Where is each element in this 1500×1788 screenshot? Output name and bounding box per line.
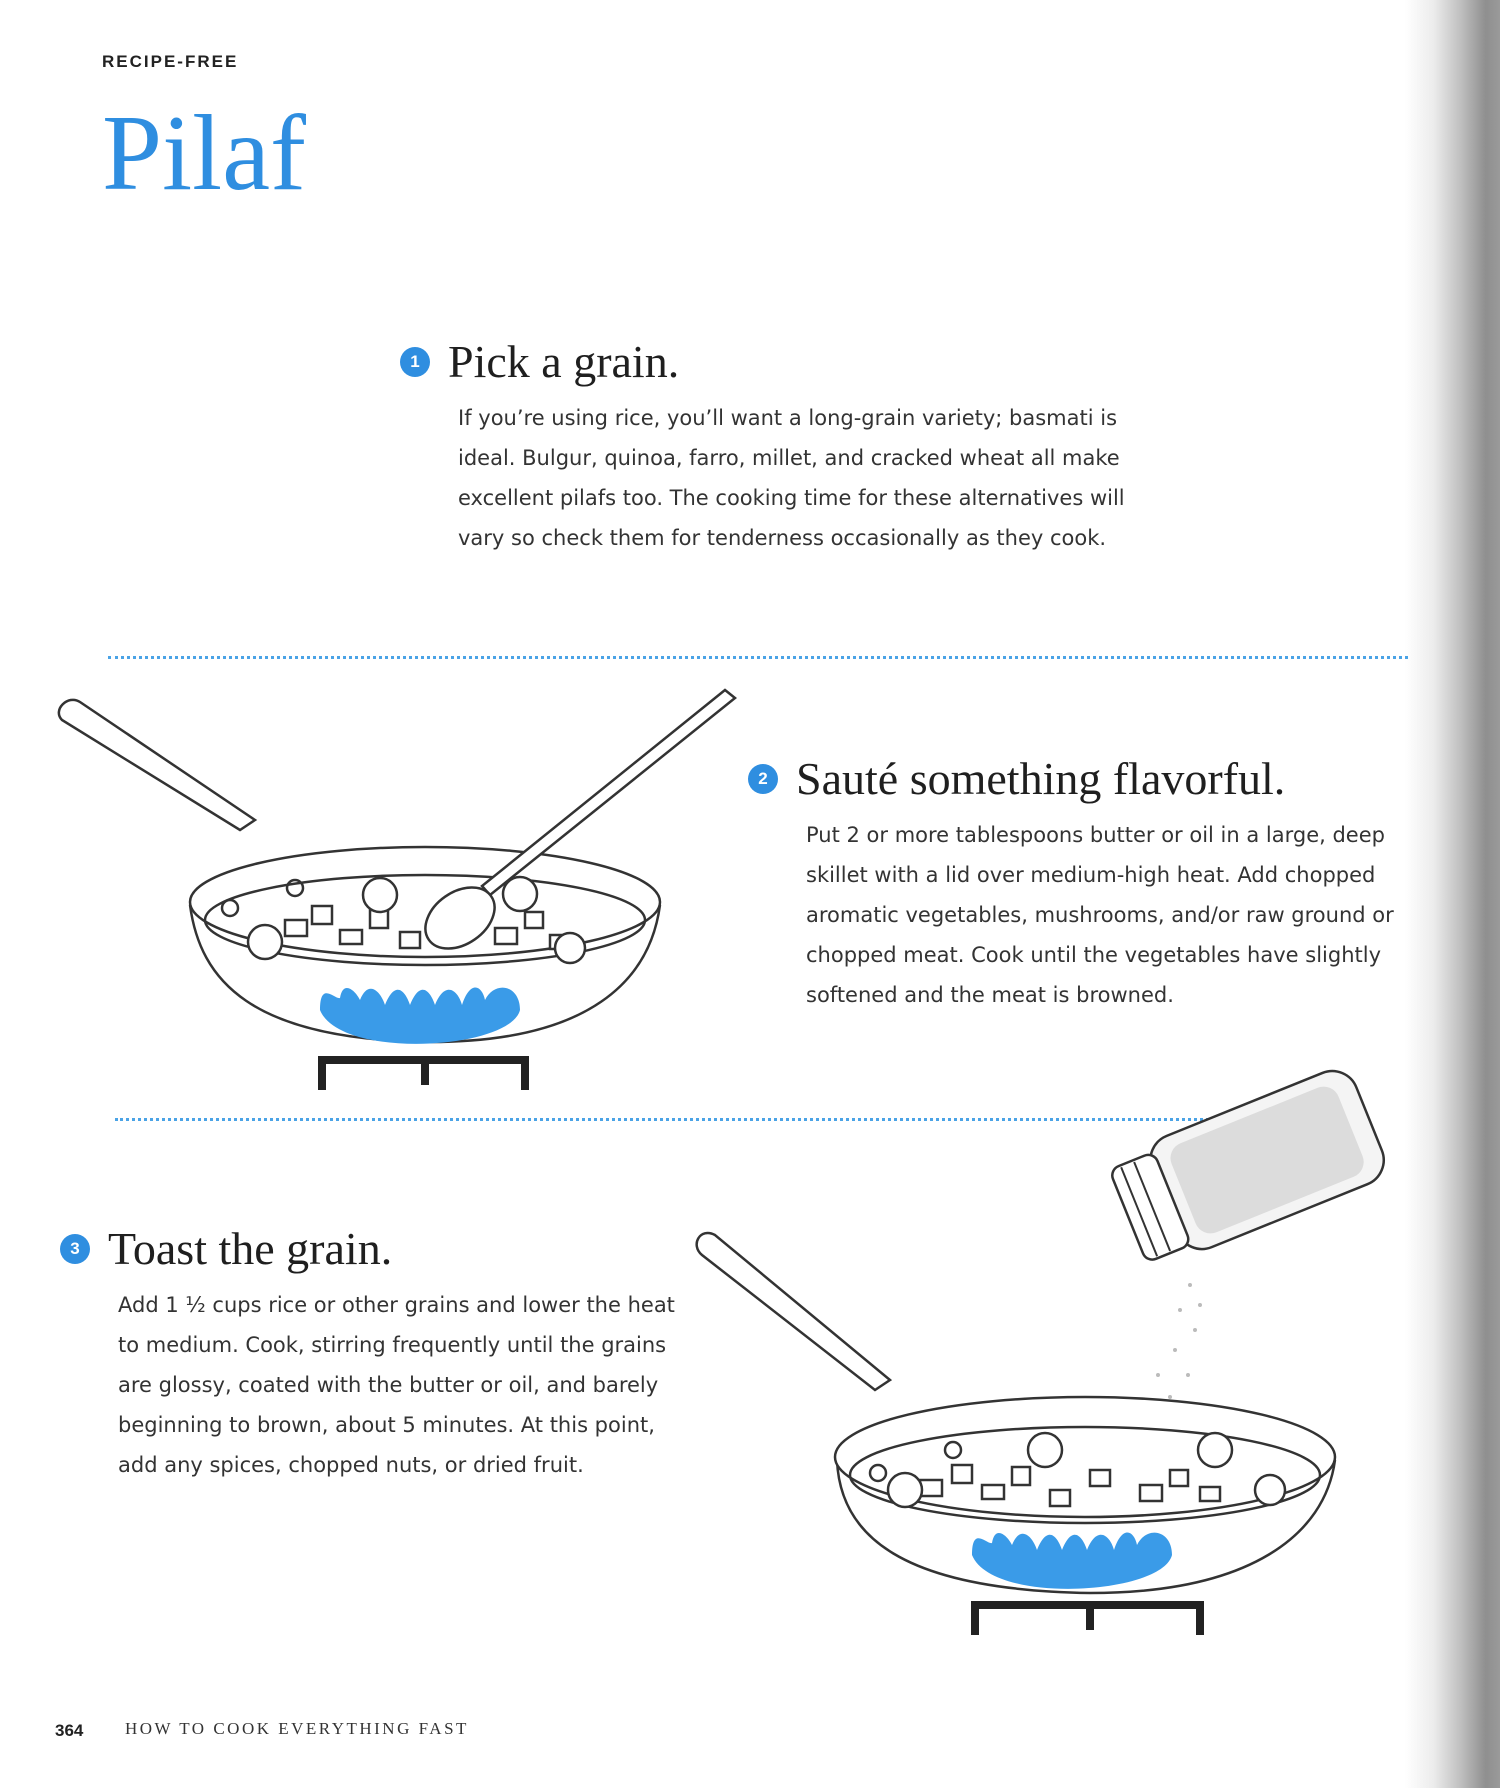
skillet-with-rice-jar-illustration [690, 1075, 1460, 1645]
page-number: 364 [55, 1721, 84, 1740]
step-heading: Toast the grain. [108, 1223, 393, 1274]
step-3-header [60, 1222, 710, 1275]
page-title: Pilaf [102, 94, 306, 213]
skillet-with-spoon-illustration [50, 680, 750, 1100]
step-number-badge: 3 [60, 1234, 90, 1264]
step-number-badge: 1 [400, 347, 430, 377]
step-1 [400, 335, 1180, 558]
page-footer [55, 1721, 83, 1741]
step-number-badge: 2 [748, 764, 778, 794]
step-1-header [400, 335, 1180, 388]
dotted-divider [108, 656, 1408, 659]
step-2 [748, 752, 1428, 1015]
step-body: If you’re using rice, you’ll want a long-grain variety; basmati is ideal. Bulgur, quinoa, farro, millet, and cracked wheat all make excellent pilafs too. The cooking time for these alternatives will vary so check them for tenderness occasionally as they cook. [458, 406, 1125, 550]
section-kicker: RECIPE-FREE [102, 52, 239, 71]
step-2-header [748, 752, 1428, 805]
rice-jar-icon [1106, 1063, 1392, 1272]
step-heading: Sauté something flavorful. [796, 753, 1286, 804]
running-head: HOW TO COOK EVERYTHING FAST [125, 1719, 469, 1738]
step-heading: Pick a grain. [448, 336, 680, 387]
step-body: Add 1 ½ cups rice or other grains and lower the heat to medium. Cook, stirring frequently until the grains are glossy, coated with the butter or oil, and barely beginning to brown, about 5 minutes. At this point, add any spices, chopped nuts, or dried fruit. [118, 1293, 675, 1477]
step-3 [60, 1222, 710, 1485]
step-body: Put 2 or more tablespoons butter or oil in a large, deep skillet with a lid over medium-high heat. Add chopped aromatic vegetables, mushrooms, and/or raw ground or chopped meat. Cook until the vegetables have slightly softened and the meat is browned. [806, 823, 1394, 1007]
